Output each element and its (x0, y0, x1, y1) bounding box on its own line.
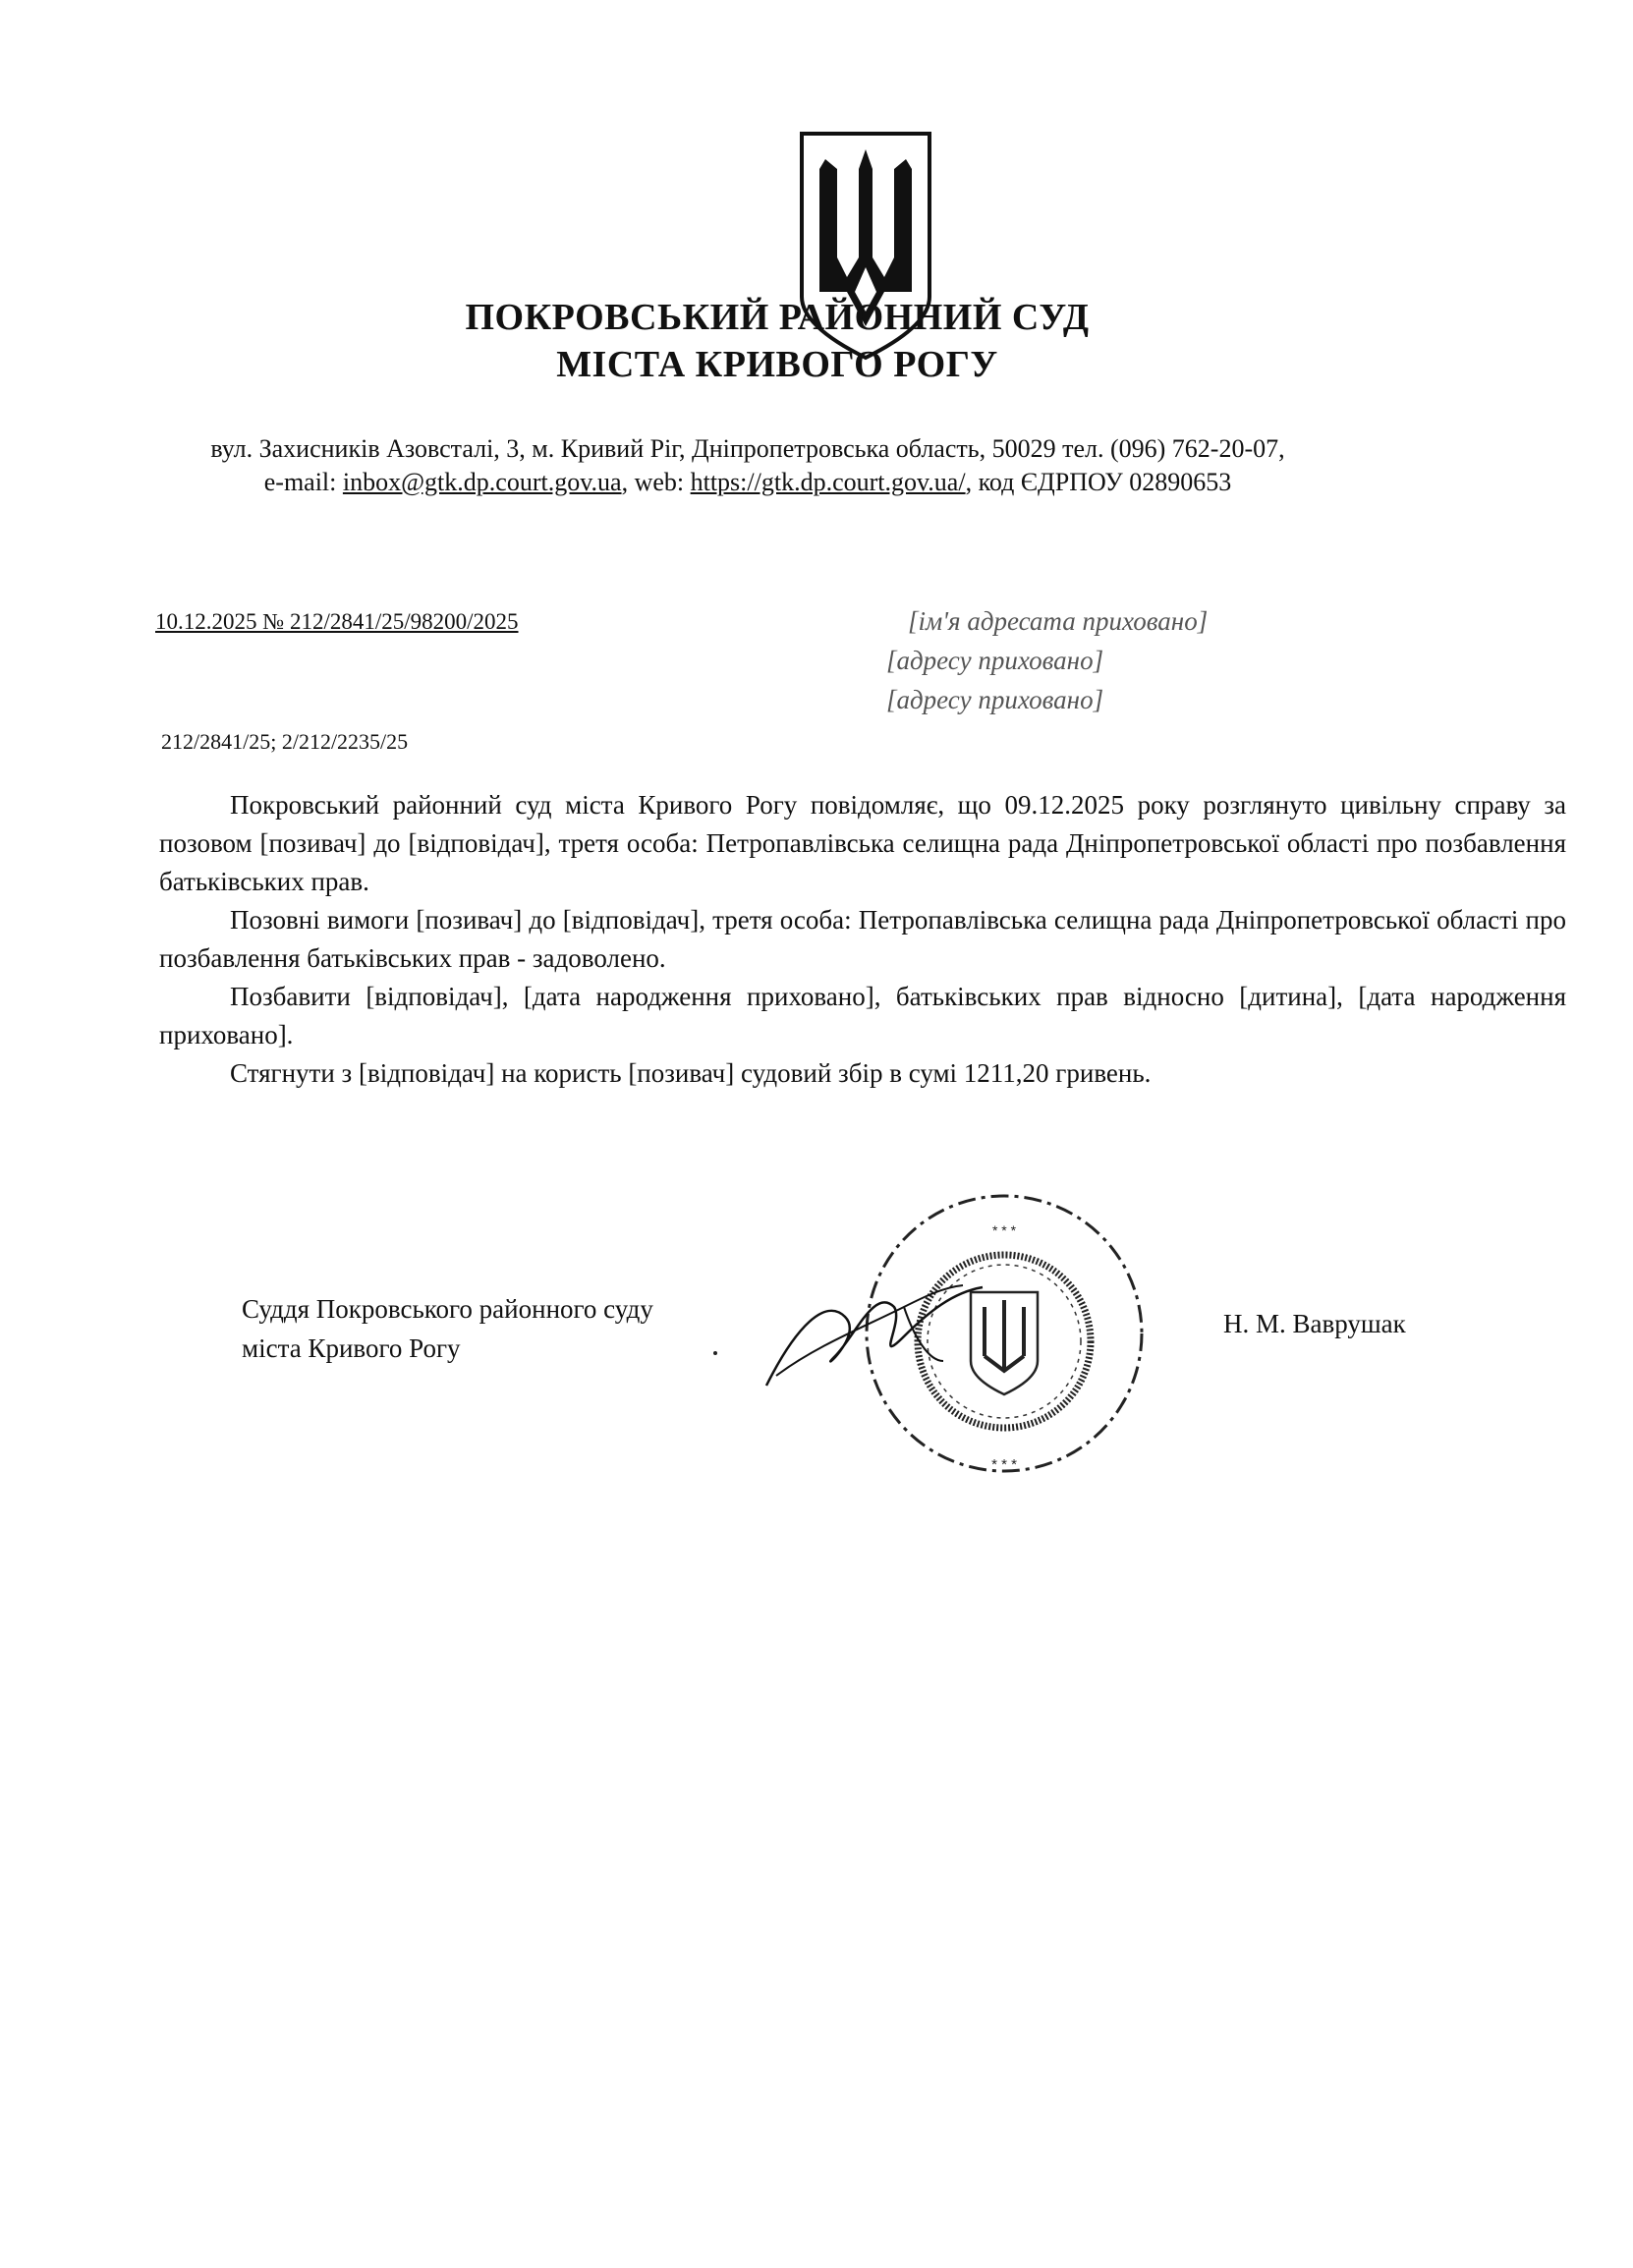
recipient-address-line1: [адресу приховано] (886, 646, 1104, 675)
ink-dot (713, 1351, 717, 1355)
case-numbers: 212/2841/25; 2/212/2235/25 (161, 729, 409, 754)
email-label: e-mail: (263, 468, 343, 496)
body-paragraph: Покровський районний суд міста Кривого Рогу повідомляє, що 09.12.2025 року розглянуто цивільну справу за позовом [позивач] до [відповідач], третя особа: Петропавлівська селищна рада Дніпропетровської області про позбавлення батьківських прав. (159, 790, 1566, 896)
court-address: вул. Захисників Азовсталі, 3, м. Кривий Ріг, Дніпропетровська область, 50029 тел. (096) 762-20-07, (210, 434, 1285, 463)
web-label: , web: (621, 468, 691, 496)
recipient-block (886, 601, 1208, 719)
court-contacts (0, 466, 1564, 499)
judge-title-line2: міста Кривого Рогу (242, 1333, 461, 1363)
svg-text:* * *: * * * (991, 1456, 1017, 1473)
outgoing-reference: 10.12.2025 № 212/2841/25/98200/2025 (155, 609, 519, 634)
court-name-line2: МІСТА КРИВОГО РОГУ (556, 344, 998, 385)
handwritten-signature-icon (757, 1268, 992, 1395)
recipient-name: [ім'я адресата приховано] (908, 606, 1209, 636)
email-link[interactable]: inbox@gtk.dp.court.gov.ua (342, 468, 622, 496)
judge-title (242, 1289, 653, 1368)
body-paragraph: Позбавити [відповідач], [дата народження приховано], батьківських прав відносно [дитина], [дата народження приховано]. (159, 982, 1566, 1049)
court-name-line1: ПОКРОВСЬКИЙ РАЙОННИЙ СУД (465, 297, 1090, 338)
web-link[interactable]: https://gtk.dp.court.gov.ua/ (690, 468, 966, 496)
recipient-address-line2: [адресу приховано] (886, 685, 1104, 714)
notice-body (159, 786, 1566, 1093)
judge-title-line1: Суддя Покровського районного суду (242, 1294, 653, 1324)
body-paragraph: Позовні вимоги [позивач] до [відповідач], третя особа: Петропавлівська селищна рада Дніпропетровської області про позбавлення батьківських прав - задоволено. (159, 905, 1566, 973)
svg-text:* * *: * * * (991, 1222, 1017, 1238)
judge-name: Н. М. Ваврушак (1223, 1309, 1406, 1338)
edrpou-code: , код ЄДРПОУ 02890653 (965, 468, 1232, 496)
body-paragraph: Стягнути з [відповідач] на користь [позивач] судовий збір в сумі 1211,20 гривень. (230, 1058, 1152, 1088)
